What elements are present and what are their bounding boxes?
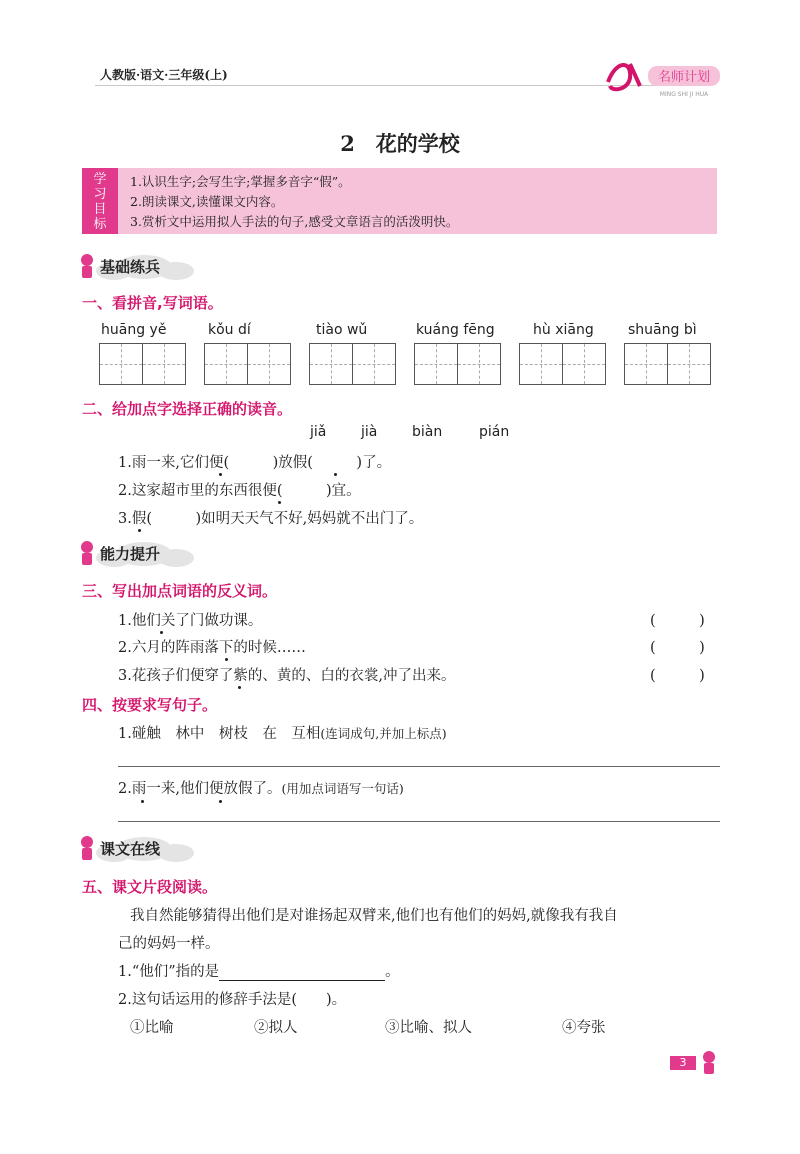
writing-grid[interactable] — [624, 343, 710, 385]
section-banner-online: 课文在线 — [76, 834, 206, 864]
question-5-sub-1: 1.“他们”指的是 。 — [118, 964, 400, 980]
pinyin-label: tiào wǔ — [316, 322, 368, 338]
answer-parentheses[interactable]: ( ) — [650, 613, 705, 629]
question-2-line: 1.雨一来,它们便( )放假( )了。 — [118, 455, 392, 471]
section-banner-basic: 基础练兵 — [76, 252, 206, 282]
question-2-line: 3.假( )如明天天气不好,妈妈就不出门了。 — [118, 511, 424, 527]
writing-grid[interactable] — [204, 343, 290, 385]
goal-item: 1.认识生字;会写生字;掌握多音字“假”。 — [130, 174, 351, 189]
pinyin-label: huāng yě — [101, 322, 167, 338]
answer-parentheses[interactable]: ( ) — [650, 668, 705, 684]
section-banner-ability: 能力提升 — [76, 539, 206, 569]
choice-option[interactable]: ④夸张 — [562, 1020, 606, 1036]
page-number: 3 — [670, 1056, 696, 1070]
answer-blank[interactable] — [219, 964, 385, 981]
pinyin-label: shuāng bì — [628, 322, 697, 338]
question-4-line: 1.碰触 林中 树枝 在 互相(连词成句,并加上标点) — [118, 726, 447, 742]
choice-option[interactable]: ②拟人 — [254, 1020, 298, 1036]
answer-parentheses[interactable]: ( ) — [650, 640, 705, 656]
goal-item: 2.朗读课文,读懂课文内容。 — [130, 194, 284, 209]
emphasis-dot — [334, 473, 337, 476]
emphasis-dot — [219, 800, 222, 803]
question-5-title: 五、课文片段阅读。 — [82, 878, 218, 896]
edition-label: 人教版·语文·三年级(上) — [100, 68, 228, 82]
emphasis-dot — [160, 631, 163, 634]
answer-line[interactable] — [118, 766, 720, 767]
choice-option[interactable]: ①比喻 — [130, 1020, 174, 1036]
reading-option: pián — [479, 424, 510, 440]
emphasis-dot — [141, 800, 144, 803]
emphasis-dot — [225, 658, 228, 661]
answer-line[interactable] — [118, 821, 720, 822]
pinyin-label: kuáng fēng — [416, 322, 495, 338]
question-4-title: 四、按要求写句子。 — [82, 696, 218, 714]
question-1-title: 一、看拼音,写词语。 — [82, 294, 223, 312]
girl-mascot-icon — [76, 834, 98, 864]
girl-mascot-icon — [76, 539, 98, 569]
reading-option: biàn — [412, 424, 443, 440]
question-3-line: 3.花孩子们便穿了紫的、黄的、白的衣裳,冲了出来。 — [118, 668, 456, 684]
question-4-line: 2.雨一来,他们便放假了。(用加点词语写一句话) — [118, 781, 404, 797]
emphasis-dot — [238, 686, 241, 689]
writing-grid[interactable] — [519, 343, 605, 385]
reading-option: jiǎ — [310, 424, 327, 440]
question-3-line: 2.六月的阵雨落下的时候…… — [118, 640, 306, 656]
lesson-title: 2 花的学校 — [340, 131, 460, 156]
learning-goals-list — [130, 172, 458, 232]
girl-mascot-icon — [698, 1050, 720, 1076]
question-3-line: 1.他们关了门做功课。 — [118, 613, 263, 629]
question-3-title: 三、写出加点词语的反义词。 — [82, 582, 278, 600]
choice-option[interactable]: ③比喻、拟人 — [385, 1020, 472, 1036]
writing-grid[interactable] — [99, 343, 185, 385]
svg-text:MING SHI JI HUA: MING SHI JI HUA — [659, 91, 709, 98]
question-2-title: 二、给加点字选择正确的读音。 — [82, 400, 293, 418]
publisher-logo — [600, 52, 730, 100]
reading-option: jià — [361, 424, 378, 440]
writing-grid[interactable] — [414, 343, 500, 385]
goal-item: 3.赏析文中运用拟人手法的句子,感受文章语言的活泼明快。 — [130, 214, 459, 229]
learning-goals-tab: 学习目标 — [82, 168, 118, 234]
emphasis-dot — [278, 501, 281, 504]
question-5-sub-2: 2.这句话运用的修辞手法是( )。 — [118, 992, 347, 1008]
question-2-line: 2.这家超市里的东西很便( )宜。 — [118, 483, 361, 499]
header-divider — [95, 85, 660, 86]
emphasis-dot — [138, 529, 141, 532]
pinyin-label: kǒu dí — [208, 322, 251, 338]
reading-passage: 我自然能够猜得出他们是对谁扬起双臂来,他们也有他们的妈妈,就像我有我自 — [130, 908, 618, 924]
reading-passage: 己的妈妈一样。 — [118, 936, 220, 952]
pinyin-label: hù xiāng — [533, 322, 594, 338]
svg-text:名师计划: 名师计划 — [657, 70, 711, 85]
writing-grid[interactable] — [309, 343, 395, 385]
girl-mascot-icon — [76, 252, 98, 282]
emphasis-dot — [219, 473, 222, 476]
